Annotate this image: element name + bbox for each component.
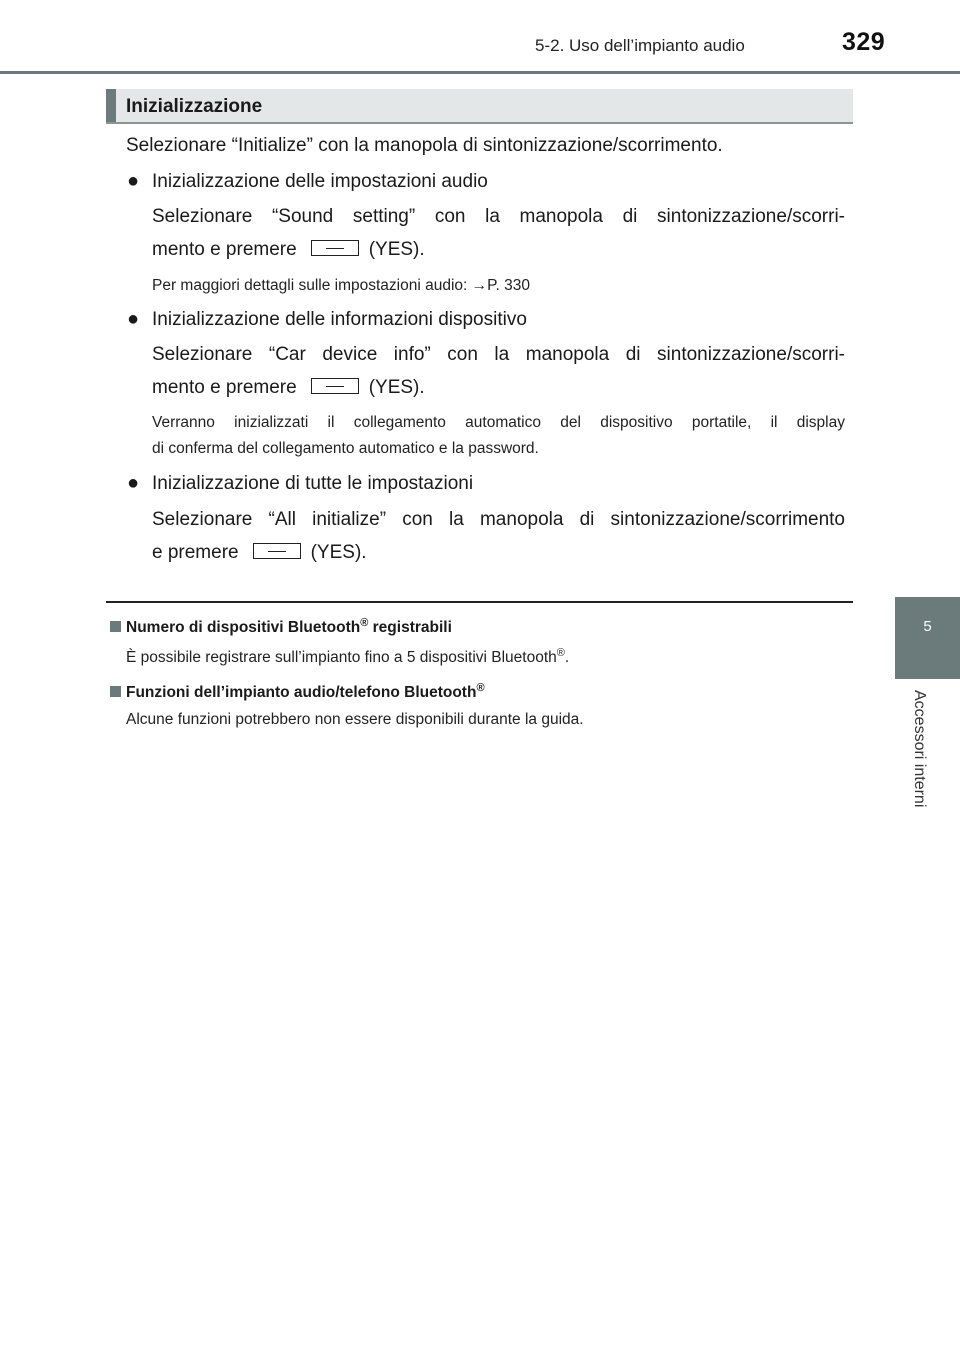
registered-mark: ® [556, 647, 565, 659]
section-bar-underline [106, 122, 853, 124]
menu-key-icon [311, 240, 359, 256]
registered-mark: ® [360, 617, 369, 629]
yes-label: (YES). [368, 377, 425, 398]
note-title-text: Funzioni dell’impianto audio/telefono Bluetooth [126, 684, 477, 702]
header-rule [0, 71, 960, 74]
notes-separator [106, 601, 853, 603]
note-title-text: Numero di dispositivi Bluetooth [126, 619, 361, 637]
item-heading: Inizializzazione di tutte le impostazioni [152, 473, 474, 494]
item-note: Verranno inizializzati il collegamento automatico del dispositivo portatile, il display [152, 414, 845, 431]
item-line-start: e premere [152, 542, 239, 563]
menu-key-icon [253, 543, 301, 559]
chapter-tab [895, 597, 960, 679]
note-title [110, 682, 485, 702]
page-number: 329 [842, 28, 886, 56]
bullet-icon: ● [127, 472, 140, 494]
note-body [126, 647, 569, 667]
item-note: Per maggiori dettagli sulle impostazioni audio: →P. 330 [152, 277, 530, 294]
yes-label: (YES). [310, 542, 367, 563]
bullet-icon: ● [127, 170, 140, 192]
item-heading: Inizializzazione delle informazioni dispositivo [152, 309, 527, 330]
item-line: Selezionare “Car device info” con la manopola di sintonizzazione/scorri- [152, 344, 845, 365]
intro-text: Selezionare “Initialize” con la manopola di sintonizzazione/scorrimento. [126, 135, 723, 156]
item-line: Selezionare “All initialize” con la manopola di sintonizzazione/scorrimento [152, 509, 845, 530]
note-body: Alcune funzioni potrebbero non essere disponibili durante la guida. [126, 711, 584, 728]
note-title [110, 617, 452, 637]
item-heading: Inizializzazione delle impostazioni audio [152, 171, 488, 192]
item-line-yes [152, 239, 425, 261]
chapter-label: Accessori interni [911, 690, 928, 808]
yes-label: (YES). [368, 239, 425, 260]
chapter-number: 5 [923, 618, 932, 635]
square-bullet-icon [110, 686, 121, 697]
square-bullet-icon [110, 621, 121, 632]
item-line-start: mento e premere [152, 377, 297, 398]
section-bar-accent [106, 89, 116, 123]
item-line-yes [152, 542, 367, 564]
header-section-title: 5-2. Uso dell’impianto audio [535, 36, 745, 55]
note-body-text: È possibile registrare sull’impianto fino a 5 dispositivi Bluetooth [126, 649, 557, 667]
note-title-tail: registrabili [368, 619, 452, 637]
registered-mark: ® [476, 682, 485, 694]
item-line-start: mento e premere [152, 239, 297, 260]
menu-key-icon [311, 378, 359, 394]
item-line-yes [152, 377, 425, 399]
section-title: Inizializzazione [126, 96, 263, 117]
note-body-tail: . [564, 649, 570, 667]
item-line: Selezionare “Sound setting” con la manopola di sintonizzazione/scorri- [152, 206, 845, 227]
item-note: di conferma del collegamento automatico e la password. [152, 440, 539, 457]
bullet-icon: ● [127, 308, 140, 330]
